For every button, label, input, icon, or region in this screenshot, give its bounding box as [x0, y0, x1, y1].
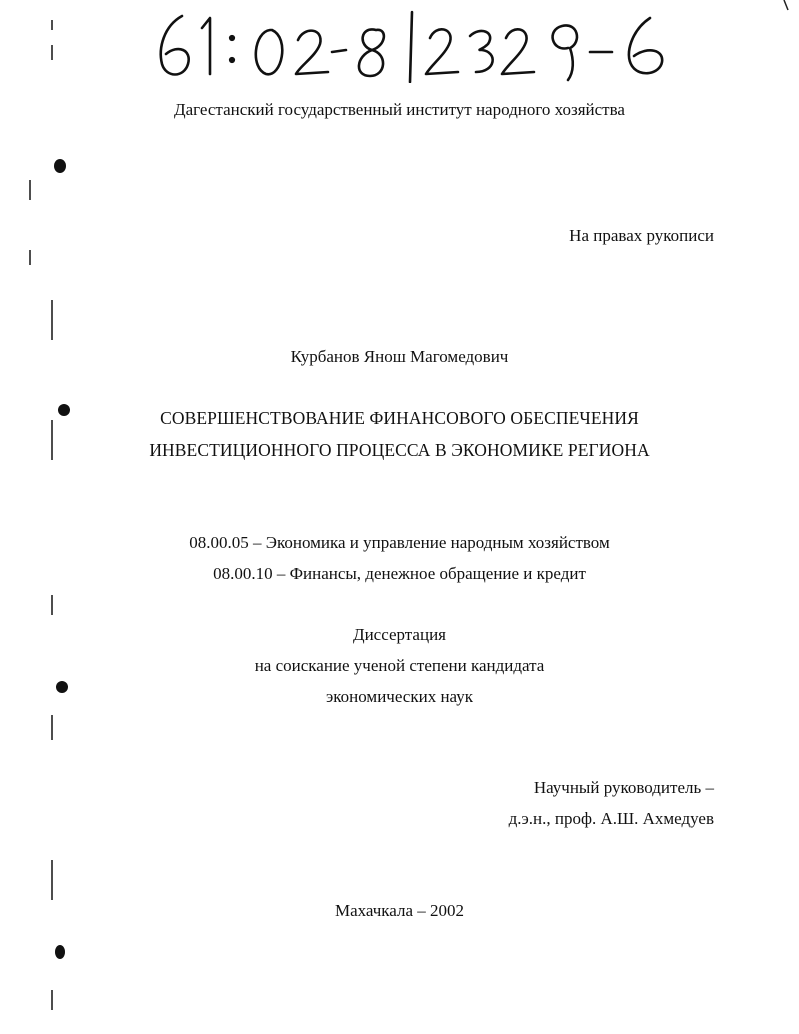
institution-name: Дагестанский государственный институт народного хозяйства: [174, 100, 625, 119]
specialty-line-1: 08.00.05 – Экономика и управление народным хозяйством: [189, 533, 610, 552]
degree-line: на соискание ученой степени кандидата: [254, 656, 545, 675]
specialty-line-2: 08.00.10 – Финансы, денежное обращение и кредит: [213, 564, 586, 583]
supervisor-label: Научный руководитель –: [533, 778, 714, 797]
place-and-year: Махачкала – 2002: [334, 901, 465, 920]
dissertation-title-line-2: ИНВЕСТИЦИОННОГО ПРОЦЕССА В ЭКОНОМИКЕ РЕГИОНА: [149, 440, 650, 460]
dissertation-label: Диссертация: [352, 625, 446, 644]
field-line: экономических наук: [325, 687, 474, 706]
author-name: Курбанов Янош Магомедович: [290, 347, 509, 366]
scan-margin-marks: [0, 0, 90, 1034]
handwritten-archive-number: [150, 8, 690, 83]
supervisor-name: д.э.н., проф. А.Ш. Ахмедуев: [508, 809, 714, 828]
manuscript-rights-note: На правах рукописи: [569, 226, 714, 245]
dissertation-title-line-1: СОВЕРШЕНСТВОВАНИЕ ФИНАНСОВОГО ОБЕСПЕЧЕНИЯ: [160, 408, 639, 428]
scan-corner-mark: [770, 0, 799, 20]
